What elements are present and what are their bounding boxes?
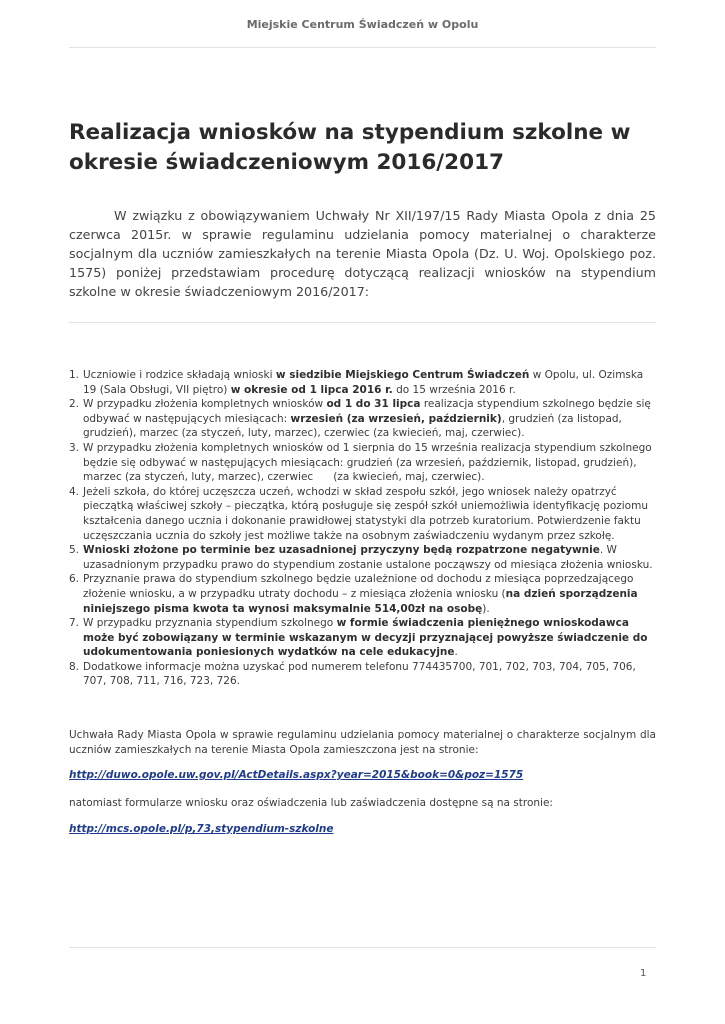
list-text: . W uzasadnionym przypadku prawo do stypendium zostanie ustalone począwszy od miesiąca złożenia wniosku. — [83, 544, 653, 571]
forms-link[interactable]: http://mcs.opole.pl/p,73,stypendium-szkolne — [69, 823, 334, 835]
list-text: ). — [482, 602, 490, 615]
list-text: Uczniowie i rodzice składają wnioski — [83, 369, 276, 381]
list-text: Jeżeli szkoła, do której uczęszcza uczeń, wchodzi w skład zespołu szkół, jego wniosek należy opatrzyć pieczątką właściwej szkoły – pieczątka, którą posługuje się zespół szkół uniemożliwia identyfikację poziomu kształcenia danego ucznia i dokonanie prawidłowej statystyki dla potrzeb kuratorium. Potwierdzenie faktu uczęszczania ucznia do szkoły jest możliwe także na osobnym zaświadczeniu wydanym przez szkołę. — [83, 485, 648, 542]
list-number: 2. — [69, 398, 80, 411]
list-text: , grudzień (za listopad, grudzień), marzec (za styczeń, luty, marzec), czerwiec (za kwiecień, maj, czerwiec). — [83, 412, 622, 440]
list-bold-text: na dzień sporządzenia niniejszego pisma kwota ta wynosi maksymalnie 514,00zł na osobę — [83, 587, 638, 615]
header-divider — [69, 47, 656, 48]
list-item — [69, 543, 656, 572]
list-bold-text: w okresie od 1 lipca 2016 r. — [230, 383, 393, 396]
list-number: 3. — [69, 441, 80, 454]
footer-divider — [69, 947, 656, 948]
list-bold-text: w formie świadczenia pieniężnego wnioskodawca może być zobowiązany w terminie wskazanym w decyzji przyznającej powyższe świadczenie do udokumentowania poniesionych wydatków na cele edukacyjne — [83, 617, 648, 659]
list-number: 6. — [69, 573, 80, 586]
list-text: Dodatkowe informacje można uzyskać pod numerem telefonu 774435700, 701, 702, 703, 704, 705, 706, 707, 708, 711, 716, 723, 726. — [83, 660, 636, 688]
list-text: W przypadku złożenia kompletnych wniosków — [83, 398, 327, 411]
list-item — [69, 616, 656, 660]
list-text: w Opolu, ul. Ozimska 19 (Sala Obsługi, VII piętro) — [83, 369, 644, 396]
page-number: 1 — [640, 968, 647, 979]
list-bold-text: wrzesień (za wrzesień, październik) — [290, 412, 502, 425]
list-item — [69, 441, 656, 485]
list-item — [69, 572, 656, 616]
list-bold-text: w siedzibie Miejskiego Centrum Świadczeń — [275, 369, 530, 381]
list-bold-text: od 1 do 31 lipca — [326, 398, 421, 411]
list-number: 4. — [69, 485, 80, 498]
list-number: 5. — [69, 544, 80, 557]
page-header: Miejskie Centrum Świadczeń w Opolu — [246, 18, 479, 31]
list-text: W przypadku przyznania stypendium szkolnego — [83, 617, 337, 630]
list-number: 1. — [69, 369, 80, 381]
list-text: do 15 września 2016 r. — [392, 383, 516, 396]
resolution-paragraph: Uchwała Rady Miasta Opola w sprawie regulaminu udzielania pomocy materialnej o charakterze socjalnym dla uczniów zamieszkałych na terenie Miasta Opola zamieszczona jest na stronie: — [69, 729, 656, 756]
resolution-link[interactable]: http://duwo.opole.uw.gov.pl/ActDetails.aspx?year=2015&book=0&poz=1575 — [69, 769, 524, 781]
list-item — [69, 397, 656, 441]
intro-text: W związku z obowiązywaniem Uchwały Nr XII/197/15 Rady Miasta Opola z dnia 25 czerwca 2015r. w sprawie regulaminu udzielania pomocy materialnej o charakterze socjalnym dla uczniów zamieszkałych na terenie Miasta Opola (Dz. U. Woj. Opolskiego poz. 1575) poniżej przedstawiam procedurę dotyczącą realizacji wniosków na stypendium szkolne w okresie świadczeniowym 2016/2017: — [69, 208, 656, 299]
procedure-list — [69, 368, 656, 689]
section-divider — [69, 322, 656, 323]
list-number: 7. — [69, 617, 80, 630]
list-item — [69, 660, 656, 689]
list-text: realizacja stypendium szkolnego będzie się odbywać w następujących miesiącach: — [83, 398, 651, 425]
list-bold-text: Wnioski złożone po terminie bez uzasadnionej przyczyny będą rozpatrzone negatywnie — [83, 544, 600, 557]
page-title: Realizacja wniosków na stypendium szkolne w okresie świadczeniowym 2016/2017 — [69, 120, 631, 175]
forms-paragraph: natomiast formularze wniosku oraz oświadczenia lub zaświadczenia dostępne są na stronie: — [69, 797, 553, 809]
list-item — [69, 368, 656, 397]
intro-paragraph — [69, 206, 656, 301]
list-item — [69, 485, 656, 543]
list-text: W przypadku złożenia kompletnych wniosków od 1 sierpnia do 15 września realizacja stypendium szkolnego będzie się odbywać w następujących miesiącach: grudzień (za wrzesień, październik, listopad, grudzień), marzec (za styczeń, luty, marzec), czerwiec (za kwiecień, maj, czerwiec). — [83, 441, 656, 484]
list-text: Przyznanie prawa do stypendium szkolnego będzie uzależnione od dochodu z miesiąca poprzedzającego złożenie wniosku, a w przypadku utraty dochodu – z miesiąca złożenia wniosku ( — [83, 573, 634, 600]
list-number: 8. — [69, 660, 80, 673]
list-text: . — [454, 646, 458, 659]
